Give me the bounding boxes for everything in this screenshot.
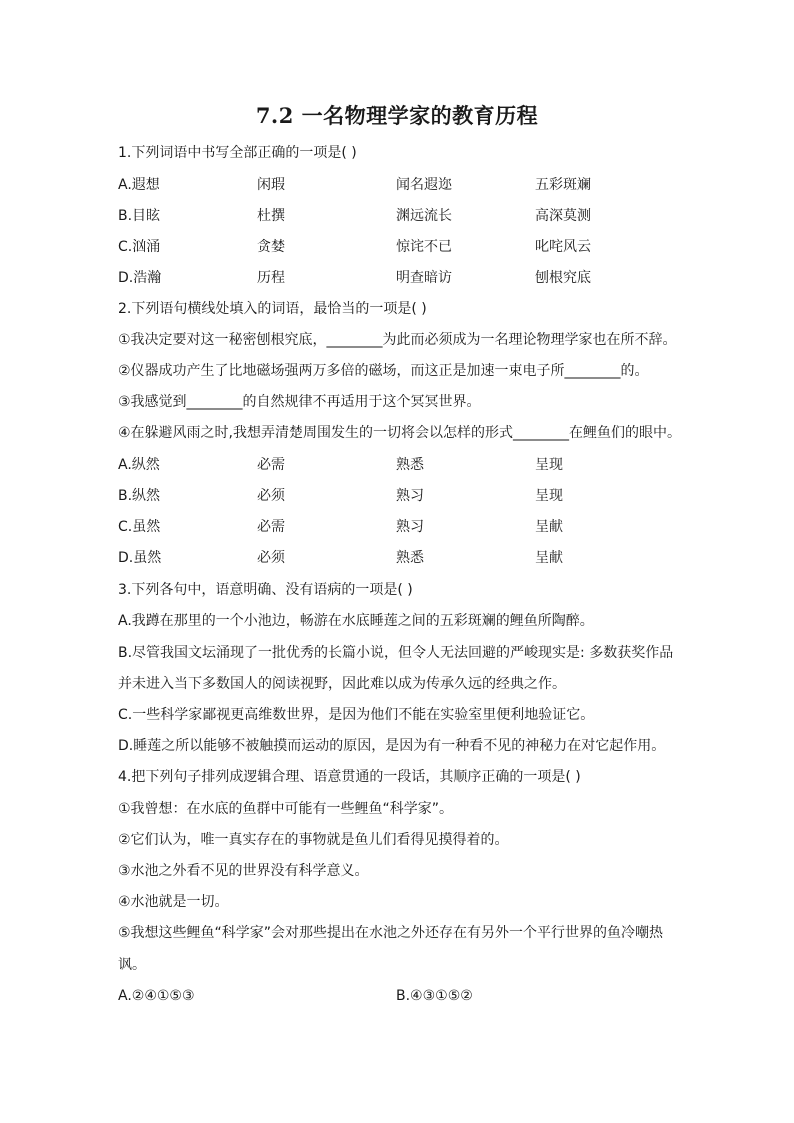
q2-a-word-1: A.纵然 (118, 457, 160, 473)
q1-option-d (0, 268, 794, 288)
q3-option-a: A.我蹲在那里的一个小池边，畅游在水底睡莲之间的五彩斑斓的鲤鱼所陶醉。 (118, 613, 594, 629)
q1-b-word-1: B.目眩 (118, 208, 161, 224)
page-title: 7.2 一名物理学家的教育历程 (255, 103, 539, 128)
q2-d-word-2: 必须 (257, 550, 285, 566)
q1-d-word-3: 明查暗访 (396, 270, 452, 286)
q4-sentence-2: ②它们认为，唯一真实存在的事物就是鱼儿们看得见摸得着的。 (118, 832, 509, 848)
q4-sentence-5-continued: 讽。 (118, 957, 146, 973)
q2-option-d (0, 548, 794, 568)
q1-c-word-3: 惊诧不已 (396, 239, 452, 255)
q2-sentence-2: ②仪器成功产生了比地磁场强两万多倍的磁场，而这正是加速一束电子所________的。 (118, 363, 649, 379)
q1-b-word-3: 渊远流长 (396, 208, 452, 224)
q1-a-word-2: 闲瑕 (257, 177, 285, 193)
q1-option-c (0, 237, 794, 257)
question-4-stem: 4.把下列句子排列成逻辑合理、语意贯通的一段话，其顺序正确的一项是( ) (118, 769, 581, 785)
q1-c-word-2: 贪婪 (257, 239, 285, 255)
q4-sentence-3: ③水池之外看不见的世界没有科学意义。 (118, 863, 369, 879)
q1-d-word-2: 历程 (257, 270, 285, 286)
q2-option-b (0, 486, 794, 506)
q2-d-word-4: 呈献 (535, 550, 563, 566)
q2-b-word-2: 必须 (257, 488, 285, 504)
q2-sentence-4: ④在躲避风雨之时,我想弄清楚周围发生的一切将会以怎样的形式________在鲤鱼们的眼中。 (118, 425, 681, 441)
q2-sentence-1: ①我决定要对这一秘密刨根究底，________为此而必须成为一名理论物理学家也在所不辞。 (118, 332, 677, 348)
q1-b-word-2: 杜撰 (257, 208, 285, 224)
q2-c-word-4: 呈献 (535, 519, 563, 535)
q4-option-a: A.②④①⑤③ (118, 988, 195, 1004)
q4-option-b: B.④③①⑤② (396, 988, 473, 1004)
q4-sentence-5: ⑤我想这些鲤鱼“科学家”会对那些提出在水池之外还存在有另外一个平行世界的鱼冷嘲热 (118, 925, 664, 941)
q1-d-word-1: D.浩瀚 (118, 270, 162, 286)
q3-option-b-continued: 并未进入当下多数国人的阅读视野，因此难以成为传承久远的经典之作。 (118, 676, 566, 692)
q2-a-word-2: 必需 (257, 457, 285, 473)
question-1-stem: 1.下列词语中书写全部正确的一项是( ) (118, 145, 357, 161)
q2-d-word-3: 熟悉 (396, 550, 424, 566)
q1-b-word-4: 高深莫测 (535, 208, 591, 224)
question-2-stem: 2.下列语句横线处填入的词语，最恰当的一项是( ) (118, 301, 427, 317)
q1-option-a (0, 175, 794, 195)
q1-d-word-4: 刨根究底 (535, 270, 591, 286)
q1-c-word-1: C.汹涌 (118, 239, 161, 255)
q4-options (0, 986, 794, 1006)
q2-option-c (0, 517, 794, 537)
q2-sentence-3: ③我感觉到________的自然规律不再适用于这个冥冥世界。 (118, 394, 481, 410)
question-3-stem: 3.下列各句中，语意明确、没有语病的一项是( ) (118, 582, 413, 598)
q1-a-word-4: 五彩斑斓 (535, 177, 591, 193)
q1-c-word-4: 叱咤风云 (535, 239, 591, 255)
q3-option-c: C.一些科学家鄙视更高维数世界，是因为他们不能在实验室里便利地验证它。 (118, 707, 595, 723)
q1-a-word-3: 闻名遐迩 (396, 177, 452, 193)
q1-option-b (0, 206, 794, 226)
q2-c-word-1: C.虽然 (118, 519, 161, 535)
q2-d-word-1: D.虽然 (118, 550, 162, 566)
q2-c-word-3: 熟习 (396, 519, 424, 535)
q2-b-word-1: B.纵然 (118, 488, 161, 504)
q2-b-word-3: 熟习 (396, 488, 424, 504)
q3-option-d: D.睡莲之所以能够不被触摸而运动的原因，是因为有一种看不见的神秘力在对它起作用。 (118, 738, 666, 754)
q2-a-word-4: 呈现 (535, 457, 563, 473)
q3-option-b: B.尽管我国文坛涌现了一批优秀的长篇小说，但令人无法回避的严峻现实是: 多数获奖作品 (118, 645, 674, 661)
q4-sentence-1: ①我曾想：在水底的鱼群中可能有一些鲤鱼“科学家”。 (118, 801, 454, 817)
q4-sentence-4: ④水池就是一切。 (118, 894, 229, 910)
q1-a-word-1: A.遐想 (118, 177, 160, 193)
q2-option-a (0, 455, 794, 475)
q2-b-word-4: 呈现 (535, 488, 563, 504)
q2-a-word-3: 熟悉 (396, 457, 424, 473)
q2-c-word-2: 必需 (257, 519, 285, 535)
